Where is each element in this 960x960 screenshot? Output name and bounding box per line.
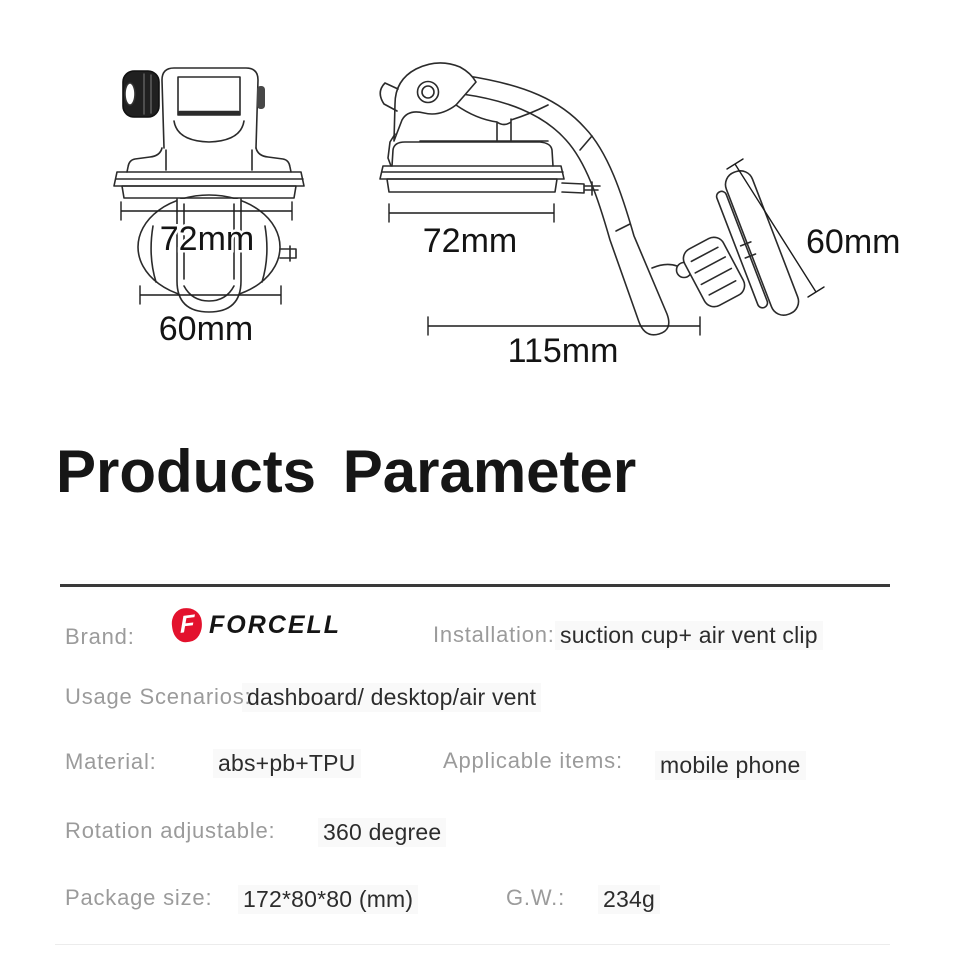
usage-scenarios-value: dashboard/ desktop/air vent (242, 683, 541, 712)
brand-label: Brand: (65, 624, 135, 649)
front-side-tab (257, 86, 265, 109)
side-arm (462, 76, 669, 335)
forcell-logo-text: FORCELL (209, 610, 342, 639)
front-dim-72-label: 72mm (159, 220, 255, 258)
side-release-lever (380, 63, 476, 141)
forcell-logo-letter: F (179, 610, 195, 639)
front-body-lines (166, 150, 252, 170)
front-shoulder-left (127, 148, 162, 172)
applicable-items-value: mobile phone (655, 751, 806, 780)
technical-drawings (0, 0, 960, 410)
rotation-adjustable-value: 360 degree (318, 818, 446, 847)
installation-label: Installation: (433, 622, 555, 647)
side-dim-72-label: 72mm (422, 222, 518, 260)
material-value: abs+pb+TPU (213, 749, 361, 778)
front-dim-60-label: 60mm (158, 310, 254, 348)
material-label: Material: (65, 749, 157, 774)
front-clamp-window (178, 77, 240, 115)
side-view-drawing (380, 63, 802, 335)
applicable-items-label: Applicable items: (443, 748, 623, 773)
usage-scenarios-label: Usage Scenarios: (65, 684, 252, 709)
forcell-logo (172, 608, 341, 642)
side-flange-lip (387, 179, 557, 192)
page-title: Products Parameter (56, 438, 637, 505)
gross-weight-label: G.W.: (506, 885, 565, 910)
front-clamp-strap (174, 121, 244, 142)
front-shoulder-right (256, 148, 291, 172)
front-view-drawing (114, 68, 304, 312)
bottom-divider (55, 944, 890, 945)
side-base-body (392, 142, 553, 166)
front-knob (123, 71, 159, 117)
gross-weight-value: 234g (598, 885, 660, 914)
front-flange-lip (122, 186, 296, 198)
package-size-label: Package size: (65, 885, 213, 910)
rotation-adjustable-label: Rotation adjustable: (65, 818, 276, 843)
side-dim-72-line (389, 204, 554, 222)
top-divider (60, 584, 890, 587)
side-dim-115-label: 115mm (507, 332, 619, 370)
side-dim-60-label: 60mm (806, 223, 901, 261)
forcell-logo-badge-icon (170, 606, 204, 643)
installation-value: suction cup+ air vent clip (555, 621, 823, 650)
package-size-value: 172*80*80 (mm) (238, 885, 418, 914)
front-pad-tab (280, 246, 296, 261)
